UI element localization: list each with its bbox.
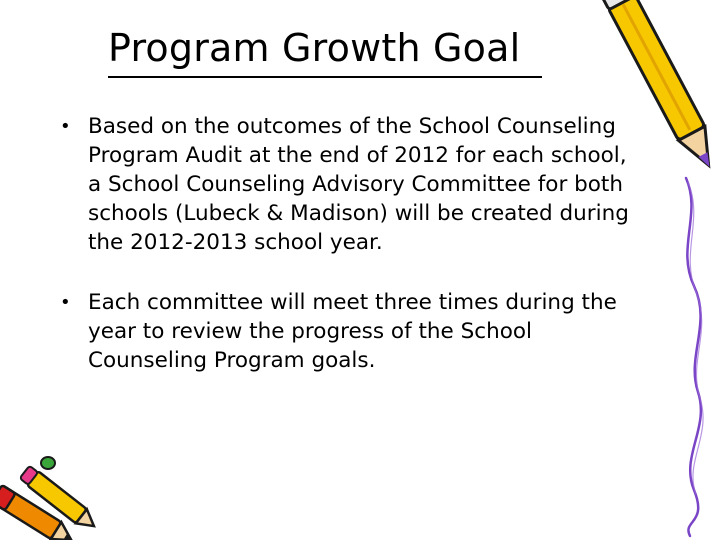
bullet-line: Each committee will meet three times during the	[88, 290, 617, 315]
bullet-line: Counseling Program goals.	[88, 348, 376, 373]
pencil-clipart-icon	[590, 0, 720, 540]
bullet-line: year to review the progress of the School	[88, 319, 532, 344]
bullet-line: the 2012-2013 school year.	[88, 230, 383, 255]
bullet-line: schools (Lubeck & Madison) will be created during	[88, 201, 629, 226]
bullet-item	[58, 288, 648, 375]
bullet-dot: •	[60, 116, 71, 137]
bullet-line: Program Audit at the end of 2012 for each school,	[88, 143, 627, 168]
bullet-line: Based on the outcomes of the School Counseling	[88, 114, 616, 139]
title-underline	[108, 76, 542, 78]
page-title: Program Growth Goal	[108, 26, 521, 70]
bullet-dot: •	[60, 292, 71, 313]
bullet-list	[58, 112, 648, 375]
bullet-line: a School Counseling Advisory Committee for both	[88, 172, 623, 197]
bullet-item	[58, 112, 648, 257]
pencils-clipart-icon	[0, 455, 120, 540]
